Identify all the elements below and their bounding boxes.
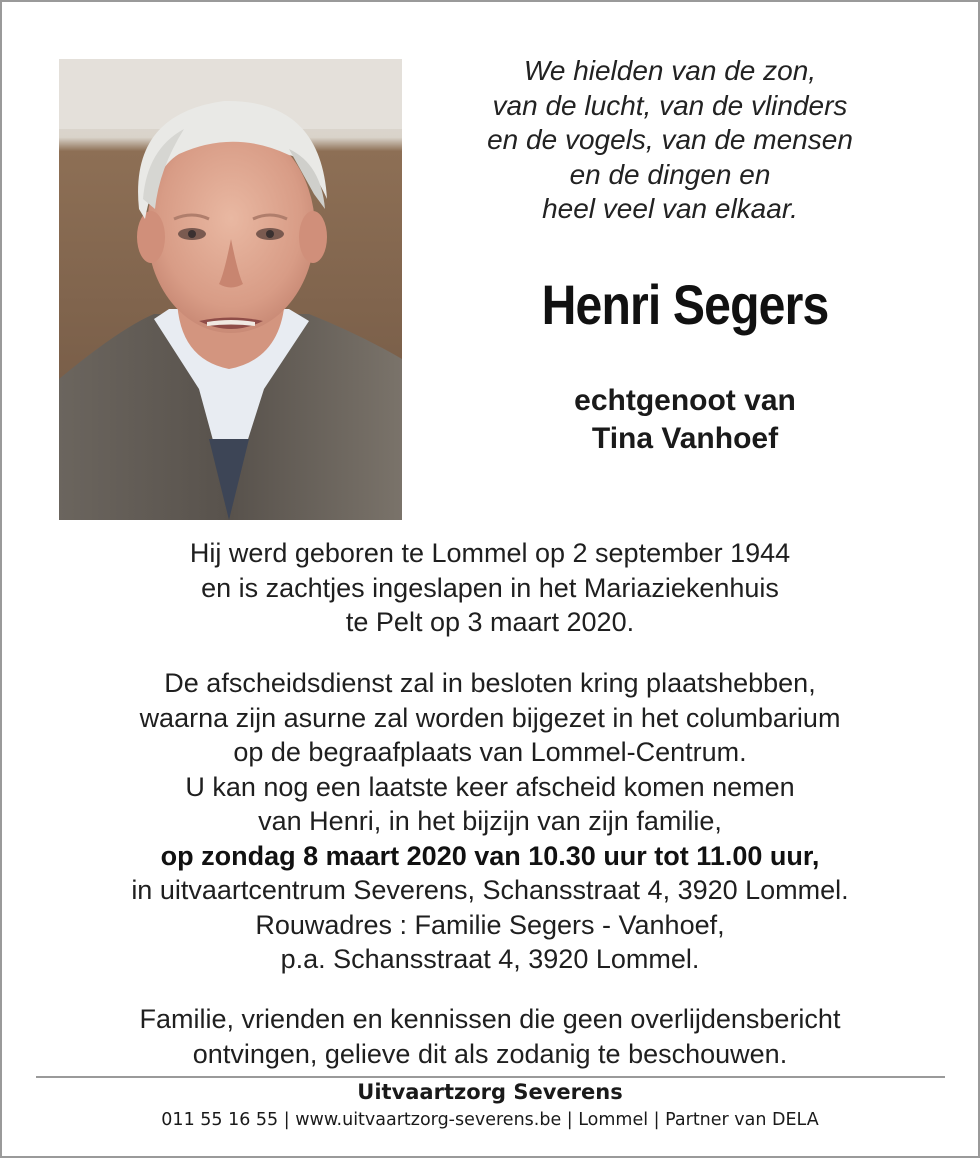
undertaker-contact: 011 55 16 55 | www.uitvaartzorg-severens.be | Lommel | Partner van DELA (161, 1110, 819, 1130)
poem-line: en de vogels, van de mensen (487, 124, 853, 155)
poem-line: van de lucht, van de vlinders (492, 89, 848, 121)
poem-line: en de dingen en (569, 158, 771, 190)
notice-paragraph (20, 1002, 960, 1071)
service-line: op de begraafplaats van Lommel-Centrum. (233, 737, 747, 767)
spouse-label: echtgenoot van (574, 384, 796, 417)
undertaker-name: Uitvaartzorg Severens (357, 1080, 623, 1104)
service-line: in uitvaartcentrum Severens, Schansstraat 4, 3920 Lommel. (131, 875, 849, 905)
notice-line: ontvingen, gelieve dit als zodanig te beschouwen. (192, 1038, 788, 1069)
birth-line: te Pelt op 3 maart 2020. (345, 607, 635, 637)
poem-line: heel veel van elkaar. (542, 193, 798, 224)
service-line: waarna zijn asurne zal worden bijgezet in het columbarium (139, 702, 841, 733)
spouse-name: Tina Vanhoef (591, 422, 779, 455)
poem-line: We hielden van de zon, (523, 55, 817, 86)
service-line: De afscheidsdienst zal in besloten kring plaatshebben, (164, 668, 816, 698)
spouse-info (430, 382, 940, 458)
birth-line: en is zachtjes ingeslapen in het Mariaziekenhuis (201, 572, 779, 603)
service-paragraph (20, 666, 960, 977)
service-line: p.a. Schansstraat 4, 3920 Lommel. (280, 944, 700, 974)
service-line: U kan nog een laatste keer afscheid komen nemen (185, 771, 795, 802)
portrait-photo (59, 59, 402, 520)
birth-paragraph (20, 536, 960, 640)
poem (430, 54, 910, 227)
deceased-name: Henri Segers (541, 273, 829, 336)
service-line: van Henri, in het bijzijn van zijn familie, (258, 806, 722, 836)
notice-line: Familie, vrienden en kennissen die geen overlijdensbericht (139, 1004, 841, 1034)
portrait-image (59, 59, 402, 520)
service-line: Rouwadres : Familie Segers - Vanhoef, (255, 909, 725, 940)
birth-line: Hij werd geboren te Lommel op 2 september 1944 (189, 538, 791, 568)
footer-divider (36, 1076, 945, 1078)
service-date-highlight: op zondag 8 maart 2020 van 10.30 uur tot 11.00 uur, (160, 840, 820, 871)
